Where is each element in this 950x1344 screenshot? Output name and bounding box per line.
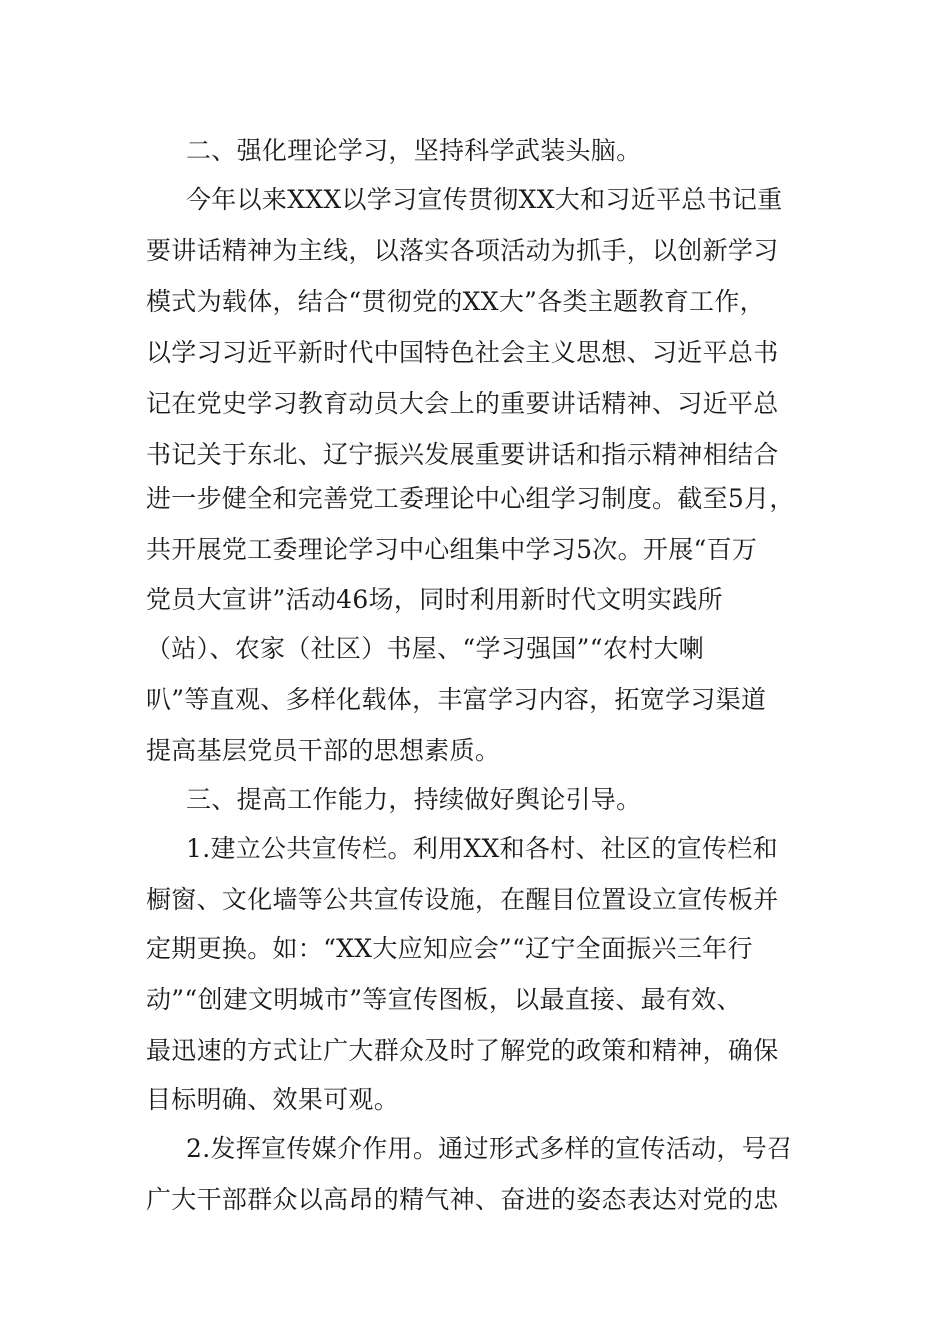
paragraph-line: 最迅速的方式让广大群众及时了解党的政策和精神，确保 bbox=[146, 1036, 779, 1065]
paragraph-line: 党员大宣讲”活动46场，同时利用新时代文明实践所 bbox=[146, 585, 723, 614]
paragraph-line: 今年以来XXX以学习宣传贯彻XX大和习近平总书记重 bbox=[186, 185, 783, 214]
paragraph-line: 目标明确、效果可观。 bbox=[146, 1085, 400, 1114]
paragraph-line: 记在党史学习教育动员大会上的重要讲话精神、习近平总 bbox=[146, 389, 779, 418]
paragraph-line: 定期更换。如：“XX大应知应会”“辽宁全面振兴三年行 bbox=[146, 934, 753, 963]
paragraph-line: 以学习习近平新时代中国特色社会主义思想、习近平总书 bbox=[146, 338, 779, 367]
paragraph-line: 共开展党工委理论学习中心组集中学习5次。开展“百万 bbox=[146, 535, 758, 564]
paragraph-line: 模式为载体，结合“贯彻党的XX大”各类主题教育工作， bbox=[146, 287, 765, 316]
paragraph-line: 书记关于东北、辽宁振兴发展重要讲话和指示精神相结合 bbox=[146, 440, 779, 469]
paragraph-line: 橱窗、文化墙等公共宣传设施，在醒目位置设立宣传板并 bbox=[146, 885, 779, 914]
section-heading-3: 三、提高工作能力，持续做好舆论引导。 bbox=[186, 785, 642, 814]
paragraph-line: 进一步健全和完善党工委理论中心组学习制度。截至5月， bbox=[146, 484, 795, 513]
paragraph-line: 动”“创建文明城市”等宣传图板，以最直接、最有效、 bbox=[146, 985, 742, 1014]
paragraph-line: 要讲话精神为主线，以落实各项活动为抓手，以创新学习 bbox=[146, 236, 779, 265]
paragraph-line: 2.发挥宣传媒介作用。通过形式多样的宣传活动，号召 bbox=[186, 1134, 793, 1163]
paragraph-line: 提高基层党员干部的思想素质。 bbox=[146, 736, 501, 765]
paragraph-line: 叭”等直观、多样化载体，丰富学习内容，拓宽学习渠道 bbox=[146, 685, 767, 714]
paragraph-line: 广大干部群众以高昂的精气神、奋进的姿态表达对党的忠 bbox=[146, 1185, 779, 1214]
paragraph-line: 1.建立公共宣传栏。利用XX和各村、社区的宣传栏和 bbox=[186, 834, 778, 863]
paragraph-line: （站）、农家（社区）书屋、“学习强国”“农村大喇 bbox=[146, 634, 705, 663]
section-heading-2: 二、强化理论学习，坚持科学武装头脑。 bbox=[186, 136, 642, 165]
